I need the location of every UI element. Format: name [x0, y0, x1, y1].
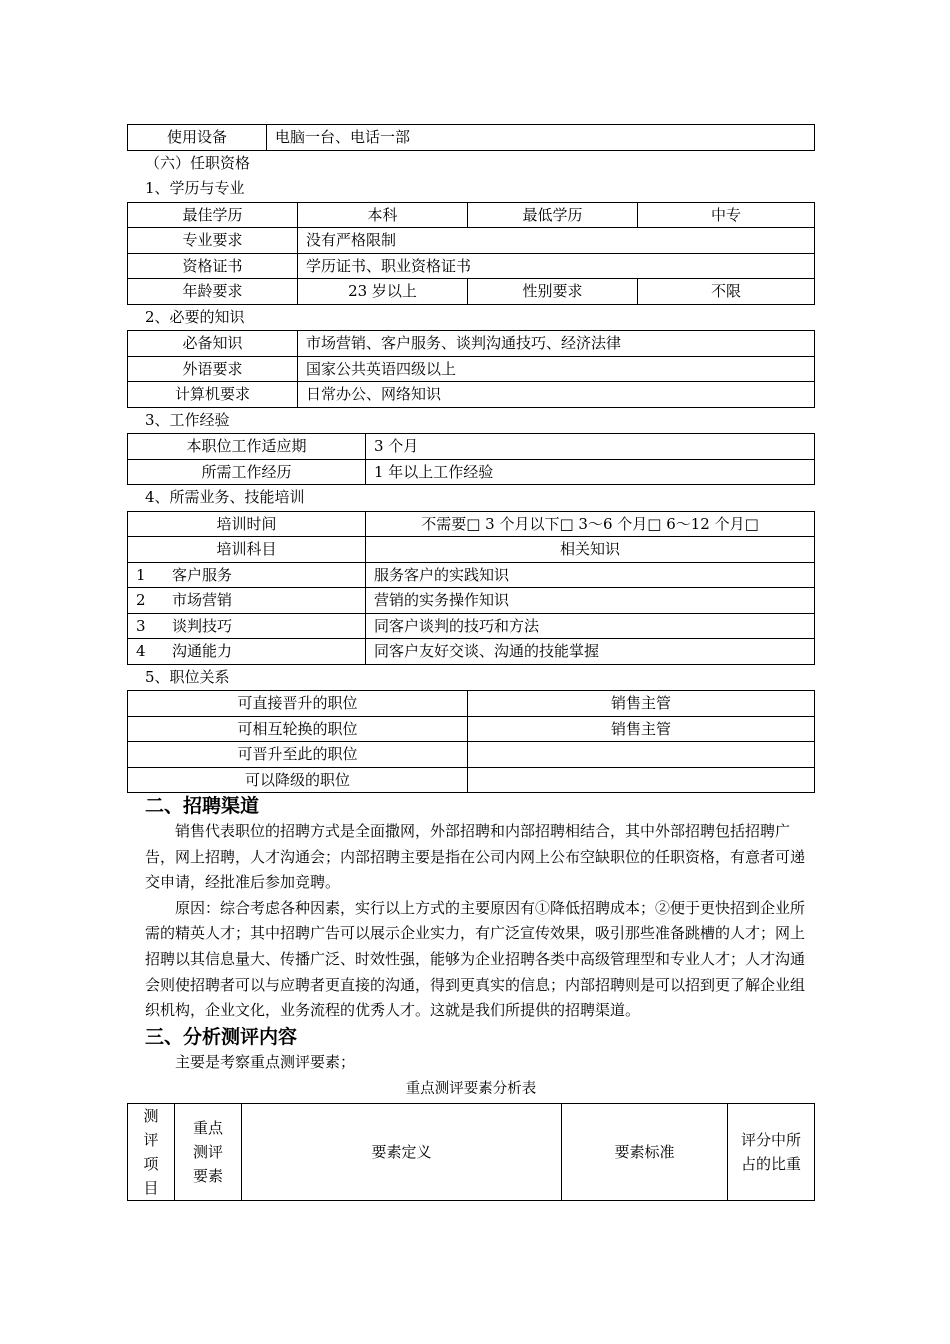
- section6-title: （六）任职资格: [145, 153, 251, 172]
- analysis-table-caption: 重点测评要素分析表: [405, 1080, 537, 1097]
- table-row: [128, 691, 815, 717]
- training-subject: [128, 562, 366, 588]
- relations-table: [127, 690, 815, 793]
- relation-value: 销售主管: [468, 691, 815, 717]
- age-label: 年龄要求: [128, 279, 298, 305]
- row-number: 3: [136, 616, 146, 635]
- experience-label: 所需工作经历: [128, 459, 366, 485]
- header-element: 重点测评要素: [175, 1103, 242, 1200]
- table-row: [128, 562, 815, 588]
- table-row: [128, 356, 815, 382]
- subject-name: 沟通能力: [172, 642, 233, 661]
- subject-name: 客户服务: [172, 565, 233, 584]
- table-row: [128, 202, 815, 228]
- cert-label: 资格证书: [128, 253, 298, 279]
- edu-title: 1、学历与专业: [145, 179, 245, 197]
- knowledge-label: 外语要求: [128, 356, 298, 382]
- header-item: 测评项目: [128, 1103, 175, 1200]
- relation-value: 销售主管: [468, 716, 815, 742]
- table-row: [128, 434, 815, 460]
- relation-value: [468, 742, 815, 768]
- age-value: 23 岁以上: [298, 279, 468, 305]
- experience-value: 1 年以上工作经验: [366, 459, 815, 485]
- knowledge-value: 市场营销、客户服务、谈判沟通技巧、经济法律: [298, 331, 815, 357]
- table-row: [128, 1103, 815, 1200]
- row-number: 1: [136, 565, 146, 584]
- gender-value: 不限: [638, 279, 815, 305]
- best-edu-label: 最佳学历: [128, 202, 298, 228]
- knowledge-table: [127, 330, 815, 408]
- best-edu-value: 本科: [298, 202, 468, 228]
- table-row: [128, 253, 815, 279]
- training-knowledge: 服务客户的实践知识: [366, 562, 815, 588]
- row-number: 2: [136, 591, 146, 610]
- min-edu-value: 中专: [638, 202, 815, 228]
- table-row: [128, 639, 815, 665]
- table-row: [128, 537, 815, 563]
- channels-heading: 二、招聘渠道: [145, 795, 260, 817]
- row-number: 4: [136, 642, 146, 661]
- channels-paragraph-2: 原因：综合考虑各种因素，实行以上方式的主要原因有①降低招聘成本；②便于更快招到企业所需的精英人才；其中招聘广告可以展示企业实力，有广泛宣传效果，吸引那些准备跳槽的人才；网上招聘以其信息量大、传播广泛、时效性强，能够为企业招聘各类中高级管理型和专业人才；人才沟通会则使招聘者可以与应聘者更直接的沟通，得到更真实的信息；内部招聘则是可以招到更了解企业组织机构，企业文化，业务流程的优秀人才。这就是我们所提供的招聘渠道。: [145, 898, 806, 1020]
- table-row: [128, 125, 815, 151]
- header-standard: 要素标准: [562, 1103, 728, 1200]
- training-knowledge: 营销的实务操作知识: [366, 588, 815, 614]
- training-subject: [128, 613, 366, 639]
- training-time-label: 培训时间: [128, 511, 366, 537]
- equipment-table: [127, 124, 815, 151]
- table-row: [128, 511, 815, 537]
- experience-table: [127, 433, 815, 485]
- analysis-table: [127, 1103, 815, 1201]
- major-label: 专业要求: [128, 228, 298, 254]
- experience-title: 3、工作经验: [145, 410, 230, 429]
- channels-paragraph-1: 销售代表职位的招聘方式是全面撒网，外部招聘和内部招聘相结合，其中外部招聘包括招聘广告，网上招聘，人才沟通会；内部招聘主要是指在公司内网上公布空缺职位的任职资格，有意者可递交申请，经批准后参加竞聘。: [145, 822, 806, 892]
- edu-table: [127, 202, 815, 305]
- cert-value: 学历证书、职业资格证书: [298, 253, 815, 279]
- equipment-value: 电脑一台、电话一部: [267, 125, 815, 151]
- table-row: [128, 613, 815, 639]
- table-row: [128, 716, 815, 742]
- table-row: [128, 279, 815, 305]
- table-row: [128, 228, 815, 254]
- knowledge-title: 2、必要的知识: [145, 307, 245, 326]
- training-time-value: 不需要□ 3 个月以下□ 3～6 个月□ 6～12 个月□: [366, 511, 815, 537]
- training-title: 4、所需业务、技能培训: [145, 488, 305, 506]
- table-row: [128, 382, 815, 408]
- training-table: [127, 511, 815, 665]
- subject-name: 市场营销: [172, 591, 233, 610]
- relation-label: 可相互轮换的职位: [128, 716, 468, 742]
- header-weight: 评分中所占的比重: [728, 1103, 815, 1200]
- header-definition: 要素定义: [242, 1103, 562, 1200]
- min-edu-label: 最低学历: [468, 202, 638, 228]
- table-row: [128, 331, 815, 357]
- relation-label: 可以降级的职位: [128, 767, 468, 793]
- knowledge-value: 国家公共英语四级以上: [298, 356, 815, 382]
- subject-name: 谈判技巧: [172, 616, 233, 635]
- experience-value: 3 个月: [366, 434, 815, 460]
- relation-label: 可晋升至此的职位: [128, 742, 468, 768]
- gender-label: 性别要求: [468, 279, 638, 305]
- relations-title: 5、职位关系: [145, 667, 230, 686]
- knowledge-label: 必备知识: [128, 331, 298, 357]
- training-knowledge-header: 相关知识: [366, 537, 815, 563]
- training-knowledge: 同客户友好交谈、沟通的技能掌握: [366, 639, 815, 665]
- analysis-intro: 主要是考察重点测评要素；: [175, 1052, 356, 1071]
- table-row: [128, 588, 815, 614]
- training-knowledge: 同客户谈判的技巧和方法: [366, 613, 815, 639]
- table-row: [128, 459, 815, 485]
- document-page: [127, 124, 815, 1201]
- table-row: [128, 742, 815, 768]
- training-subject: [128, 639, 366, 665]
- training-subject-header: 培训科目: [128, 537, 366, 563]
- analysis-heading: 三、分析测评内容: [145, 1025, 298, 1048]
- training-subject: [128, 588, 366, 614]
- relation-label: 可直接晋升的职位: [128, 691, 468, 717]
- knowledge-label: 计算机要求: [128, 382, 298, 408]
- knowledge-value: 日常办公、网络知识: [298, 382, 815, 408]
- table-row: [128, 767, 815, 793]
- equipment-label: 使用设备: [128, 125, 267, 151]
- relation-value: [468, 767, 815, 793]
- major-value: 没有严格限制: [298, 228, 815, 254]
- experience-label: 本职位工作适应期: [128, 434, 366, 460]
